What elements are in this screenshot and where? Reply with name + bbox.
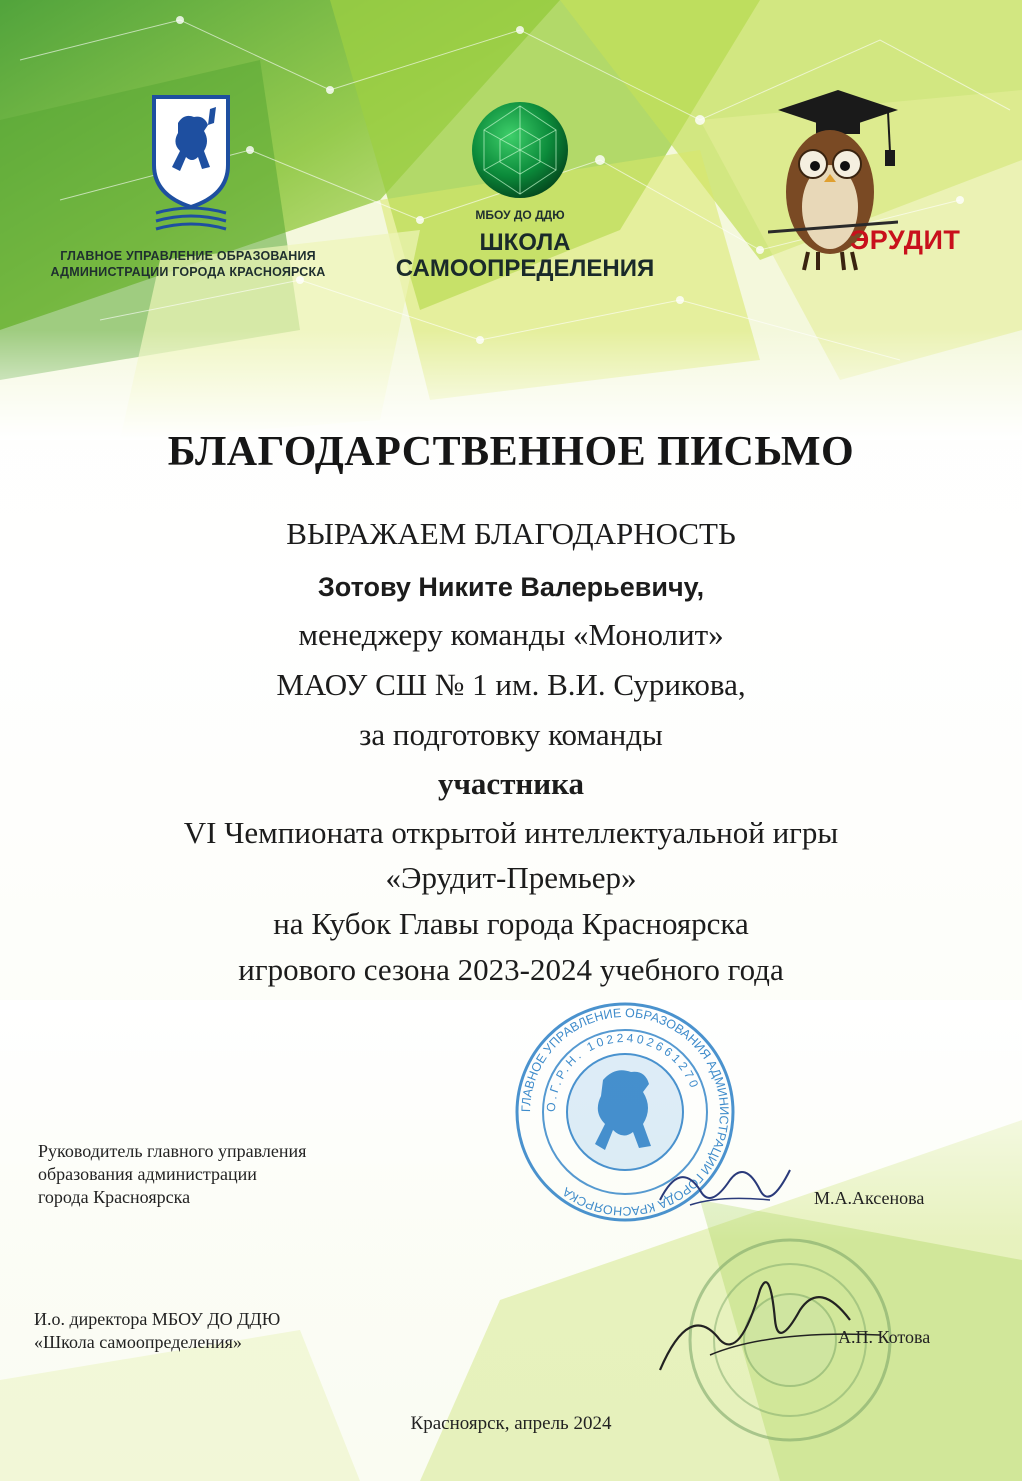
school-name: ШКОЛА САМООПРЕДЕЛЕНИЯ xyxy=(395,229,655,282)
erudit-brand-label: ЭРУДИТ xyxy=(850,225,961,255)
stamp-ogrn-text: О.Г.Р.Н. 1022402661270 xyxy=(543,1030,703,1113)
globe-icon xyxy=(470,100,570,200)
signatory-1-role: Руководитель главного управления образования администрации города Красноярска xyxy=(38,1141,307,1207)
signature-scrawl-aksenova xyxy=(650,1150,800,1220)
signatory-2-role: И.о. директора МБОУ ДО ДДЮ «Школа самоопределения» xyxy=(34,1309,281,1352)
letter-line-role: менеджеру команды «Монолит» xyxy=(298,617,724,652)
signature-scrawl-kotova xyxy=(650,1260,890,1380)
education-department-name: ГЛАВНОЕ УПРАВЛЕНИЕ ОБРАЗОВАНИЯ АДМИНИСТРАЦИИ ГОРОДА КРАСНОЯРСКА xyxy=(50,249,326,279)
letter-title: БЛАГОДАРСТВЕННОЕ ПИСЬМО xyxy=(167,429,855,475)
letter-line-game-name: «Эрудит-Премьер» xyxy=(385,860,637,895)
letter-line-gratitude: ВЫРАЖАЕМ БЛАГОДАРНОСТЬ xyxy=(286,516,736,551)
place-and-date: Красноярск, апрель 2024 xyxy=(410,1413,612,1434)
signatory-2-name: А.П. Котова xyxy=(838,1327,931,1347)
signatory-1-name: М.А.Аксенова xyxy=(814,1188,925,1208)
letter-line-participant: участника xyxy=(437,766,585,801)
letter-line-cup: на Кубок Главы города Красноярска xyxy=(273,906,749,941)
letter-line-championship: VI Чемпионата открытой интеллектуальной игры xyxy=(183,815,839,850)
school-abbreviation: МБОУ ДО ДДЮ xyxy=(475,208,565,222)
letter-line-school: МАОУ СШ № 1 им. В.И. Сурикова, xyxy=(276,667,746,702)
krasnoyarsk-coat-of-arms-logo xyxy=(150,95,232,235)
letter-line-season: игрового сезона 2023-2024 учебного года xyxy=(238,952,784,987)
stamp-ring-text: ГЛАВНОЕ УПРАВЛЕНИЕ ОБРАЗОВАНИЯ АДМИНИСТРАЦИИ ГОРОДА КРАСНОЯРСКА xyxy=(518,1005,732,1219)
letter-line-preparation: за подготовку команды xyxy=(359,717,663,752)
recipient-name: Зотову Никите Валерьевичу, xyxy=(317,572,705,602)
